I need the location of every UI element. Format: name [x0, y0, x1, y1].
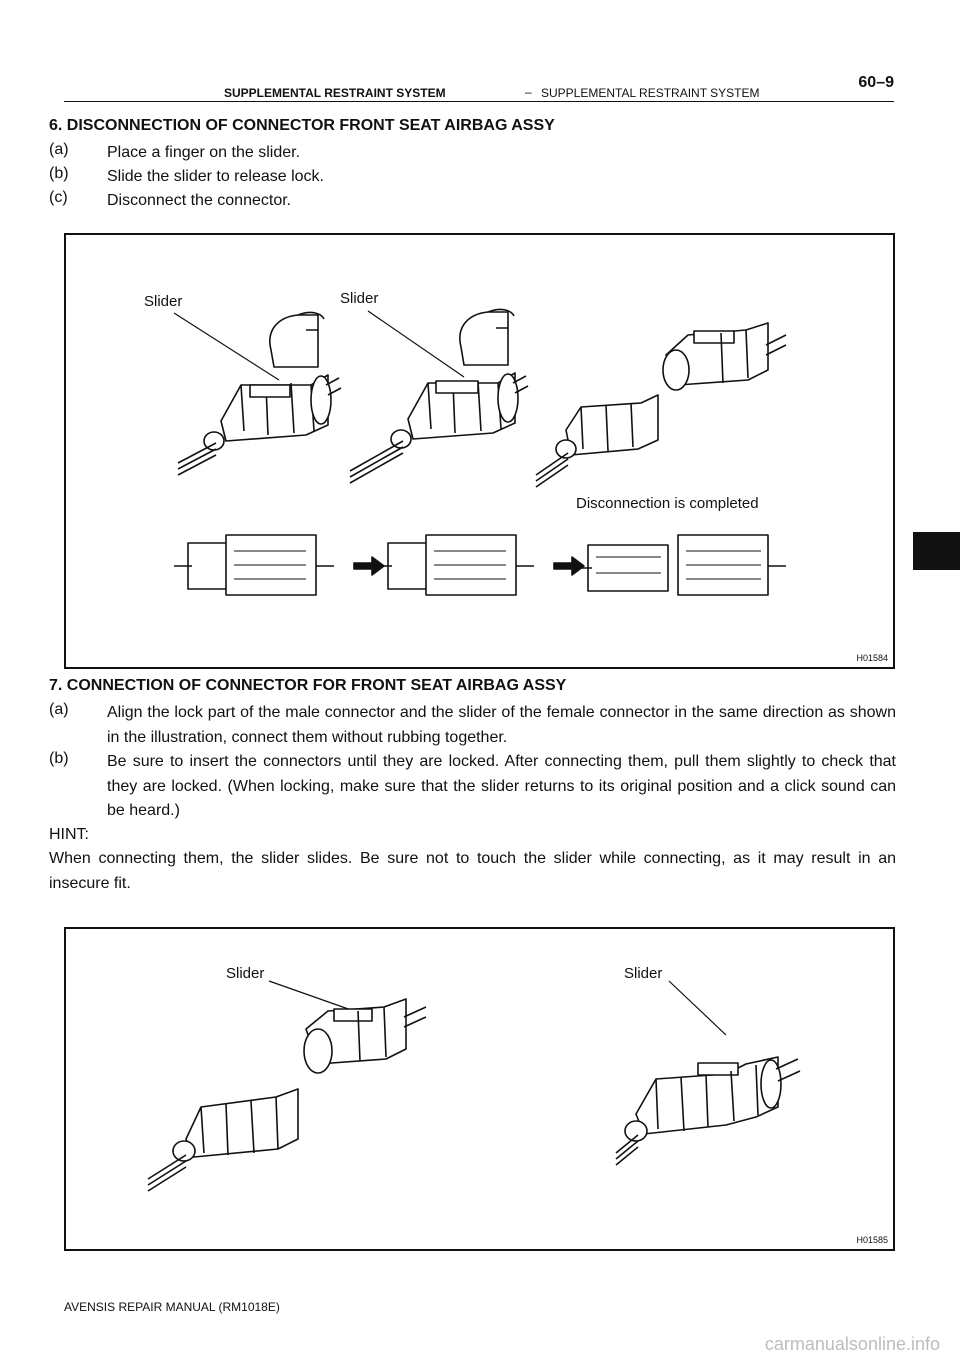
separated-connectors — [536, 323, 786, 487]
female-connector-left — [304, 999, 426, 1073]
section-tab-marker — [913, 532, 960, 570]
slider-callout-1: Slider — [144, 293, 183, 310]
slider-callout-left: Slider — [226, 965, 265, 982]
header-subsection: SUPPLEMENTAL RESTRAINT SYSTEM — [541, 86, 760, 100]
figure-connection — [64, 927, 895, 1251]
step7-heading: 7. CONNECTION OF CONNECTOR FOR FRONT SEAT AIRBAG ASSY — [49, 677, 567, 694]
slider-callout-2: Slider — [340, 290, 379, 307]
figure-id: H01585 — [856, 1235, 888, 1245]
item-label: (a) — [49, 701, 69, 718]
disconnection-completed-callout: Disconnection is completed — [576, 495, 759, 512]
figure-disconnection — [64, 233, 895, 669]
connection-illustration — [66, 929, 893, 1249]
item-text: Place a finger on the slider. — [107, 144, 301, 161]
watermark: carmanualsonline.info — [764, 1334, 940, 1354]
item-label: (b) — [49, 750, 69, 767]
figure-id: H01584 — [856, 653, 888, 663]
page-header — [64, 74, 894, 102]
header-section: SUPPLEMENTAL RESTRAINT SYSTEM — [224, 86, 446, 100]
hint-label: HINT: — [49, 826, 89, 843]
header-separator: – — [525, 85, 532, 99]
slider-callout-right: Slider — [624, 965, 663, 982]
page-number: 60–9 — [858, 74, 894, 91]
item-label: (a) — [49, 141, 69, 158]
step6-heading: 6. DISCONNECTION OF CONNECTOR FRONT SEAT AIRBAG ASSY — [49, 117, 555, 134]
item-text: Be sure to insert the connectors until they are locked. After connecting them, pull them slightly to check that they are locked. (When locking, make sure that the slider returns to its original position and a click sound can be heard.) — [107, 753, 896, 819]
disconnection-illustration — [66, 235, 893, 667]
item-label: (b) — [49, 165, 69, 182]
connector-with-finger-2 — [350, 309, 528, 483]
item-text: Slide the slider to release lock. — [107, 168, 324, 185]
item-label: (c) — [49, 189, 68, 206]
cross-section-sequence — [174, 535, 786, 595]
hint-text: When connecting them, the slider slides. Be sure not to touch the slider while connecting, as it may result in an insecure fit. — [49, 850, 896, 892]
connector-with-finger-1 — [178, 312, 341, 475]
page-footer: AVENSIS REPAIR MANUAL (RM1018E) — [64, 1300, 280, 1314]
item-text: Disconnect the connector. — [107, 192, 292, 209]
male-connector-left — [148, 1089, 298, 1191]
item-text: Align the lock part of the male connector and the slider of the female connector in the same direction as shown in the illustration, connect them without rubbing together. — [107, 704, 896, 746]
connected-connector-right — [616, 1057, 800, 1165]
